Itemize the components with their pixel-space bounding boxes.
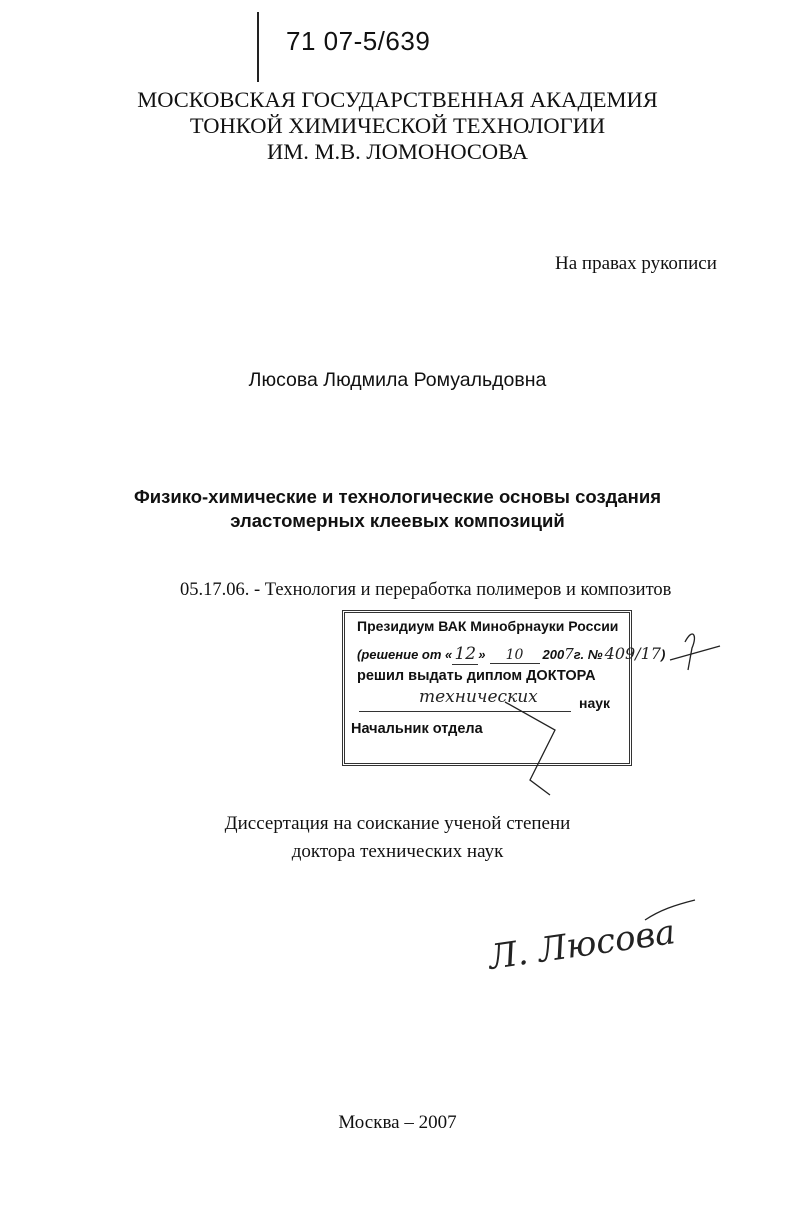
signature-flourish bbox=[640, 895, 700, 925]
author-signature: Л. Люсова bbox=[486, 912, 678, 978]
stamp-day: 12 bbox=[452, 644, 478, 665]
stamp-signature-strokes bbox=[430, 620, 730, 800]
specialty-code: 05.17.06. - Технология и переработка полимеров и композитов bbox=[180, 580, 672, 600]
stamp-line-1: Президиум ВАК Минобрнауки России bbox=[357, 618, 619, 634]
rights-notice: На правах рукописи bbox=[555, 253, 717, 274]
stamp-year-digit: 7 bbox=[564, 645, 574, 663]
stamp-number: 409/17 bbox=[604, 644, 661, 663]
title-line-1: Физико-химические и технологические основы создания bbox=[133, 486, 662, 507]
author-name: Люсова Людмила Ромуальдовна bbox=[248, 369, 547, 391]
signature-flourish-stroke bbox=[645, 900, 695, 920]
stamp-line-3: решил выдать диплом ДОКТОРА bbox=[357, 668, 596, 684]
institution-line-1: МОСКОВСКАЯ ГОСУДАРСТВЕННАЯ АКАДЕМИЯ bbox=[137, 87, 658, 112]
stamp-year-suffix: г. № bbox=[573, 647, 603, 662]
institution-line-3: ИМ. М.В. ЛОМОНОСОВА bbox=[266, 139, 529, 164]
stamp-field-handwritten: технических bbox=[419, 687, 538, 707]
stamp-number-underline bbox=[670, 646, 720, 660]
stamp-sep: » bbox=[478, 647, 486, 662]
institution-line-2: ТОНКОЙ ХИМИЧЕСКОЙ ТЕХНОЛОГИИ bbox=[189, 113, 606, 138]
stamp-month: 10 bbox=[490, 647, 540, 664]
stamp-signature-stroke bbox=[505, 702, 555, 795]
stamp-field-suffix: наук bbox=[579, 695, 611, 711]
dissertation-degree bbox=[0, 810, 795, 866]
city-year: Москва – 2007 bbox=[338, 1112, 457, 1133]
degree-line-2: доктора технических наук bbox=[291, 841, 504, 862]
catalog-number: 71 07-5/639 bbox=[286, 26, 431, 56]
stamp-head: Начальник отдела bbox=[351, 721, 483, 737]
degree-line-1: Диссертация на соискание ученой степени bbox=[224, 813, 571, 834]
stamp-year-prefix: 200 bbox=[542, 647, 565, 662]
stamp-number-flourish bbox=[685, 634, 694, 670]
catalog-margin-line bbox=[257, 12, 259, 82]
dissertation-title bbox=[0, 485, 795, 533]
stamp-decision-suffix: ) bbox=[660, 647, 666, 662]
stamp-decision-prefix: (решение от « bbox=[357, 647, 453, 662]
title-line-2: эластомерных клеевых композиций bbox=[230, 510, 565, 531]
institution-block bbox=[0, 87, 795, 165]
